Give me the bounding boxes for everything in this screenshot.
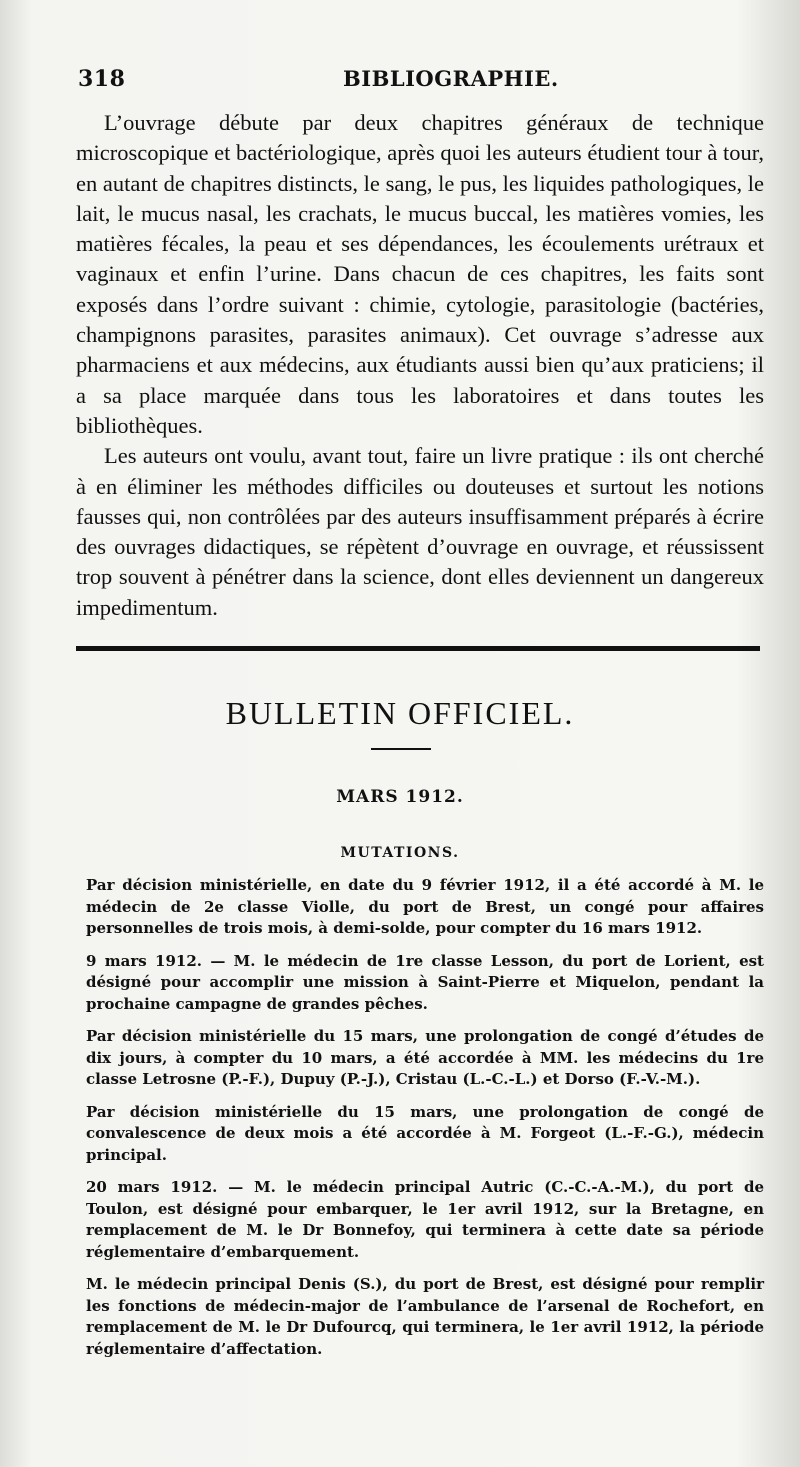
bulletin-month: MARS 1912. bbox=[336, 787, 464, 807]
mutation-paragraph: Par décision ministérielle du 15 mars, une prolongation de congé de convalescence de deux mois a été accordée à M. Forgeot (L.-F.-G.), médecin principal. bbox=[86, 1102, 764, 1164]
bibliography-paragraph: Les auteurs ont voulu, avant tout, faire un livre pratique : ils ont cherché à en éliminer les méthodes difficiles ou douteuses et surtout les notions fausses qui, non contrôlées par des auteurs insuffisamment préparés à écrire des ouvrages didactiques, se répètent d’ouvrage en ouvrage, et réussissent trop souvent à pénétrer dans la science, dont elles deviennent un dangereux impedimentum. bbox=[76, 443, 764, 620]
mutation-paragraph: M. le médecin principal Denis (S.), du port de Brest, est désigné pour remplir les fonctions de médecin-major de l’ambulance de l’arsenal de Rochefort, en remplacement de M. le Dr Dufourcq, qui terminera, le 1er avril 1912, la période réglementaire d’affectation. bbox=[86, 1275, 764, 1358]
title-underline bbox=[371, 748, 431, 750]
bibliography-paragraph: L’ouvrage débute par deux chapitres généraux de technique microscopique et bactériologique, après quoi les auteurs étudient tour à tour, en autant de chapitres distincts, le sang, le pus, les liquides pathologiques, le lait, le mucus nasal, les crachats, le mucus buccal, les matières vomies, les matières fécales, la peau et ses dépendances, les écoulements urétraux et vaginaux et enfin l’urine. Dans chacun de ces chapitres, les faits sont exposés dans l’ordre suivant : chimie, cytologie, parasitologie (bactéries, champignons parasites, parasites animaux). Cet ouvrage s’adresse aux pharmaciens et aux médecins, aux étudiants aussi bien qu’aux praticiens; il a sa place marquée dans tous les laboratoires et dans toutes les bibliothèques. bbox=[76, 110, 764, 438]
mutation-paragraph: 20 mars 1912. — M. le médecin principal Autric (C.-C.-A.-M.), du port de Toulon, est désigné pour embarquer, le 1er avril 1912, sur la Bretagne, en remplacement de M. le Dr Bonnefoy, qui terminera à cette date sa période réglementaire d’embarquement. bbox=[86, 1178, 764, 1261]
mutation-paragraph: 9 mars 1912. — M. le médecin de 1re classe Lesson, du port de Lorient, est désigné pour accomplir une mission à Saint-Pierre et Miquelon, pendant la prochaine campagne de grandes pêches. bbox=[86, 951, 764, 1013]
page-number: 318 bbox=[78, 66, 126, 92]
section-heading: MUTATIONS. bbox=[340, 845, 460, 861]
bibliography-text bbox=[76, 108, 764, 623]
page-header bbox=[78, 66, 740, 106]
bulletin-title: BULLETIN OFFICIEL. bbox=[225, 695, 575, 731]
mutation-paragraph: Par décision ministérielle, en date du 9 février 1912, il a été accordé à M. le médecin de 2e classe Violle, du port de Brest, un congé pour affaires personnelles de trois mois, à demi-solde, pour compter du 16 mars 1912. bbox=[86, 876, 764, 937]
running-title: BIBLIOGRAPHIE. bbox=[343, 66, 559, 91]
mutations-text bbox=[86, 875, 764, 1371]
section-divider bbox=[76, 646, 760, 651]
mutation-paragraph: Par décision ministérielle du 15 mars, une prolongation de congé d’études de dix jours, à compter du 10 mars, a été accordée à MM. les médecins du 1re classe Letrosne (P.-F.), Dupuy (P.-J.), Cristau (L.-C.-L.) et Dorso (F.-V.-M.). bbox=[86, 1027, 764, 1088]
